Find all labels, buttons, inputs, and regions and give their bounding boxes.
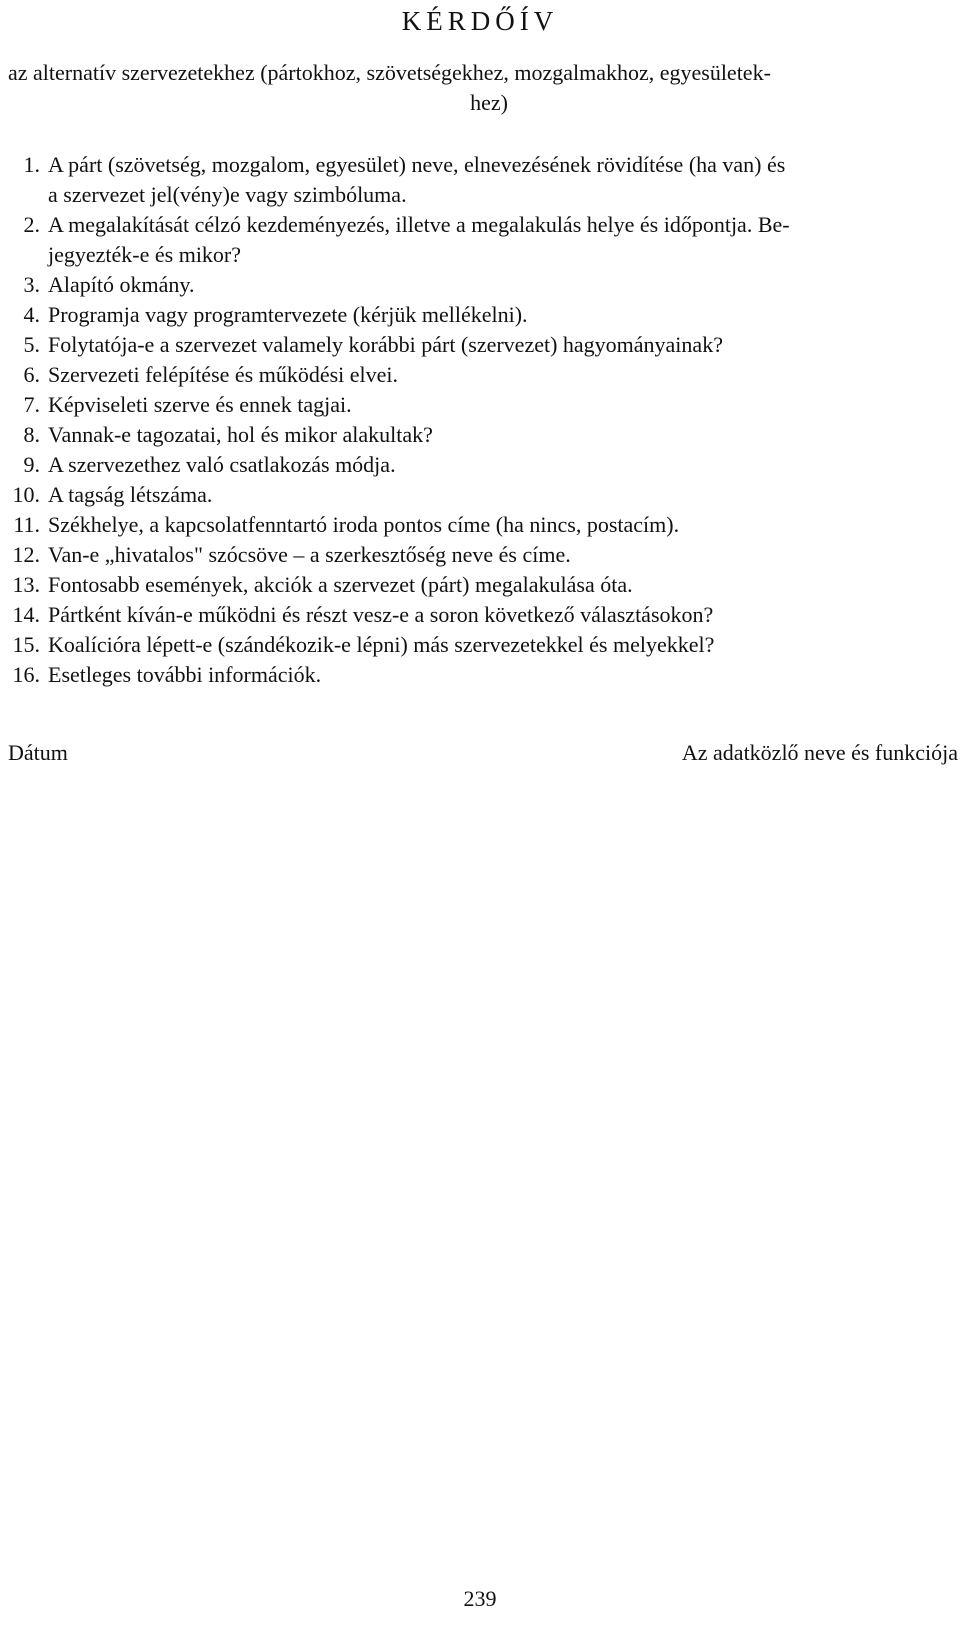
question-text-line: Folytatója-e a szervezet valamely korábbi párt (szervezet) hagyományainak? [48, 332, 723, 357]
question-item [0, 510, 960, 540]
question-text-line: A tagság létszáma. [48, 482, 213, 507]
question-item [0, 300, 960, 330]
question-text-line: a szervezet jel(vény)e vagy szimbóluma. [48, 182, 407, 207]
question-number: 13. [12, 572, 40, 597]
question-number: 5. [23, 332, 40, 357]
question-number: 16. [12, 662, 40, 687]
page-number: 239 [463, 1586, 497, 1611]
question-number: 9. [23, 452, 40, 477]
question-number: 12. [12, 542, 40, 567]
question-number: 10. [12, 482, 40, 507]
question-number: 8. [23, 422, 40, 447]
question-number: 3. [23, 272, 40, 297]
question-text-line: Pártként kíván-e működni és részt vesz-e a soron következő választásokon? [48, 602, 714, 627]
question-text-line: Szervezeti felépítése és működési elvei. [48, 362, 399, 387]
question-item [0, 660, 960, 690]
intro-line-2: hez) [470, 90, 508, 115]
question-text-line: Alapító okmány. [48, 272, 195, 297]
question-item [0, 210, 960, 270]
question-number: 4. [23, 302, 40, 327]
intro-text [8, 58, 960, 118]
question-number: 2. [23, 212, 40, 237]
question-item [0, 480, 960, 510]
question-number: 15. [12, 632, 40, 657]
question-item [0, 450, 960, 480]
question-text-line: Fontosabb események, akciók a szervezet (párt) megalakulása óta. [48, 572, 633, 597]
question-text-line: A szervezethez való csatlakozás módja. [48, 452, 396, 477]
question-text-line: Képviseleti szerve és ennek tagjai. [48, 392, 352, 417]
question-item [0, 420, 960, 450]
question-item [0, 150, 960, 210]
question-text-line: A párt (szövetség, mozgalom, egyesület) neve, elnevezésének rövidítése (ha van) és [48, 152, 786, 177]
question-text-line: Programja vagy programtervezete (kérjük mellékelni). [48, 302, 528, 327]
question-text-line: Esetleges további információk. [48, 662, 322, 687]
question-item [0, 270, 960, 300]
signature-label: Az adatközlő neve és funkciója [681, 740, 958, 765]
question-number: 14. [12, 602, 40, 627]
question-number: 11. [13, 512, 40, 537]
question-item [0, 630, 960, 660]
question-text-line: Van-e „hivatalos" szócsöve – a szerkesztőség neve és címe. [48, 542, 571, 567]
question-text-line: A megalakítását célzó kezdeményezés, illetve a megalakulás helye és időpontja. Be- [48, 212, 790, 237]
question-list [0, 150, 960, 690]
question-text-line: Székhelye, a kapcsolatfenntartó iroda pontos címe (ha nincs, postacím). [48, 512, 680, 537]
question-text-line: Vannak-e tagozatai, hol és mikor alakultak? [48, 422, 433, 447]
question-text-line: Koalícióra lépett-e (szándékozik-e lépni) más szervezetekkel és melyekkel? [48, 632, 715, 657]
question-number: 7. [23, 392, 40, 417]
question-number: 6. [23, 362, 40, 387]
question-item [0, 330, 960, 360]
date-label: Dátum [8, 740, 68, 765]
question-number: 1. [23, 152, 40, 177]
page-title: KÉRDŐÍV [401, 6, 559, 36]
question-item [0, 360, 960, 390]
question-item [0, 570, 960, 600]
question-text-line: jegyezték-e és mikor? [48, 242, 242, 267]
question-item [0, 540, 960, 570]
question-item [0, 600, 960, 630]
question-item [0, 390, 960, 420]
intro-line-1: az alternatív szervezetekhez (pártokhoz, szövetségekhez, mozgalmakhoz, egyesületek- [8, 60, 771, 85]
